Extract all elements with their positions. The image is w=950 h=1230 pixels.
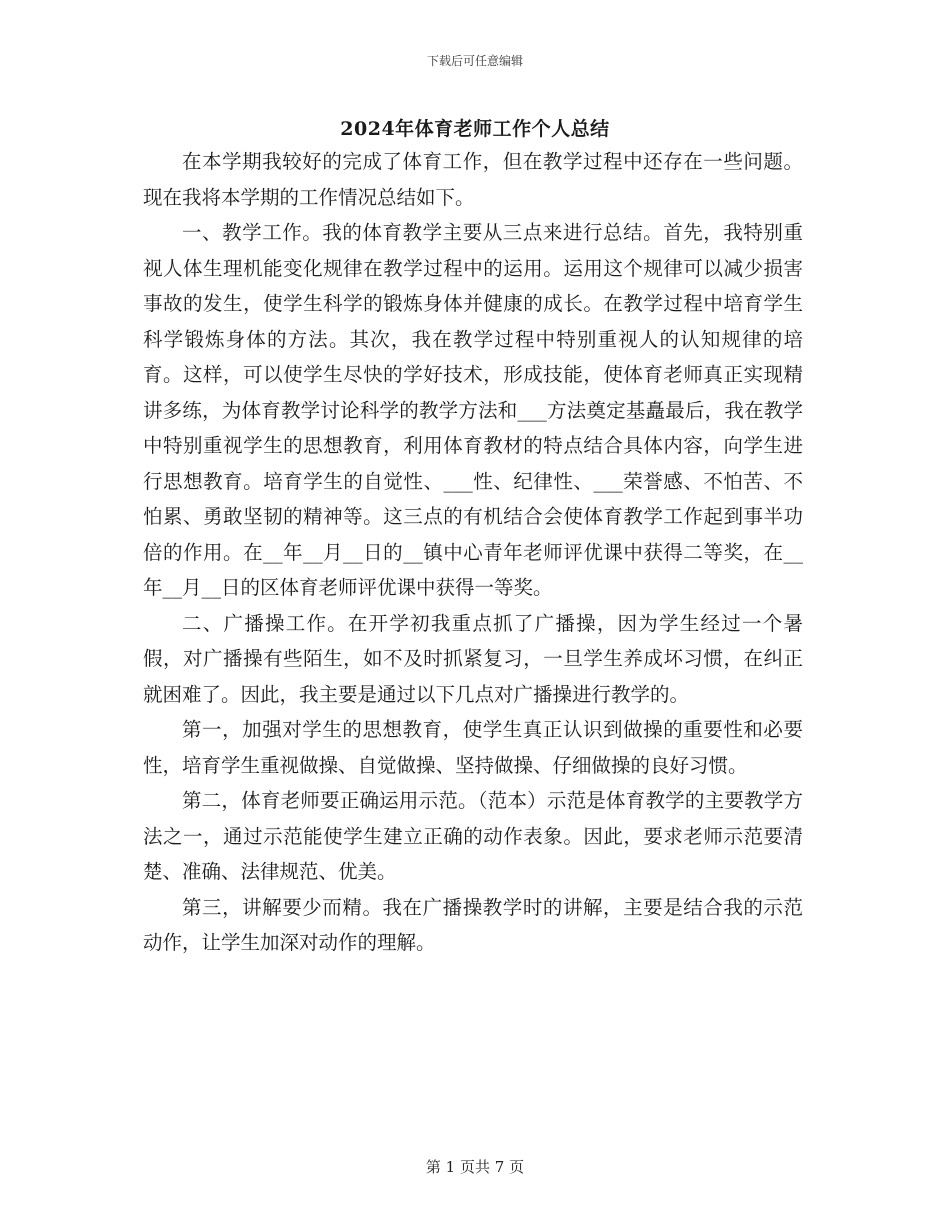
paragraph-broadcast-exercise: 二、广播操工作。在开学初我重点抓了广播操，因为学生经过一个暑假，对广播操有些陌生，如不及时抓紧复习，一旦学生养成坏习惯，在纠正就困难了。因此，我主要是通过以下几点对广播操进行教学的。 <box>143 611 803 706</box>
page-header: 下载后可任意编辑 <box>426 54 523 68</box>
paragraph-point-three: 第三，讲解要少而精。我在广播操教学时的讲解，主要是结合我的示范动作，让学生加深对动作的理解。 <box>143 895 803 954</box>
paragraph-point-two: 第二，体育老师要正确运用示范。（范本）示范是体育教学的主要教学方法之一，通过示范能使学生建立正确的动作表象。因此，要求老师示范要清楚、准确、法律规范、优美。 <box>143 789 803 883</box>
document-body <box>143 144 803 961</box>
paragraph-point-one: 第一，加强对学生的思想教育，使学生真正认识到做操的重要性和必要性，培育学生重视做操、自觉做操、坚持做操、仔细做操的良好习惯。 <box>143 718 803 777</box>
document-title: 2024年体育老师工作个人总结 <box>340 118 610 140</box>
paragraph-intro: 在本学期我较好的完成了体育工作，但在教学过程中还存在一些问题。现在我将本学期的工作情况总结如下。 <box>143 150 803 209</box>
paragraph-teaching-work: 一、教学工作。我的体育教学主要从三点来进行总结。首先，我特别重视人体生理机能变化规律在教学过程中的运用。运用这个规律可以减少损害事故的发生，使学生科学的锻炼身体并健康的成长。在教学过程中培育学生科学锻炼身体的方法。其次，我在教学过程中特别重视人的认知规律的培育。这样，可以使学生尽快的学好技术，形成技能，使体育老师真正实现精讲多练，为体育教学讨论科学的教学方法和___方法奠定基矗最后，我在教学中特别重视学生的思想教育，利用体育教材的特点结合具体内容，向学生进行思想教育。培育学生的自觉性、___性、纪律性、___荣誉感、不怕苦、不怕累、勇敢坚韧的精神等。这三点的有机结合会使体育教学工作起到事半功倍的作用。在__年__月__日的__镇中心青年老师评优课中获得二等奖，在__年__月__日的区体育老师评优课中获得一等奖。 <box>143 221 803 599</box>
page-number: 第 1 页共 7 页 <box>425 1158 525 1176</box>
